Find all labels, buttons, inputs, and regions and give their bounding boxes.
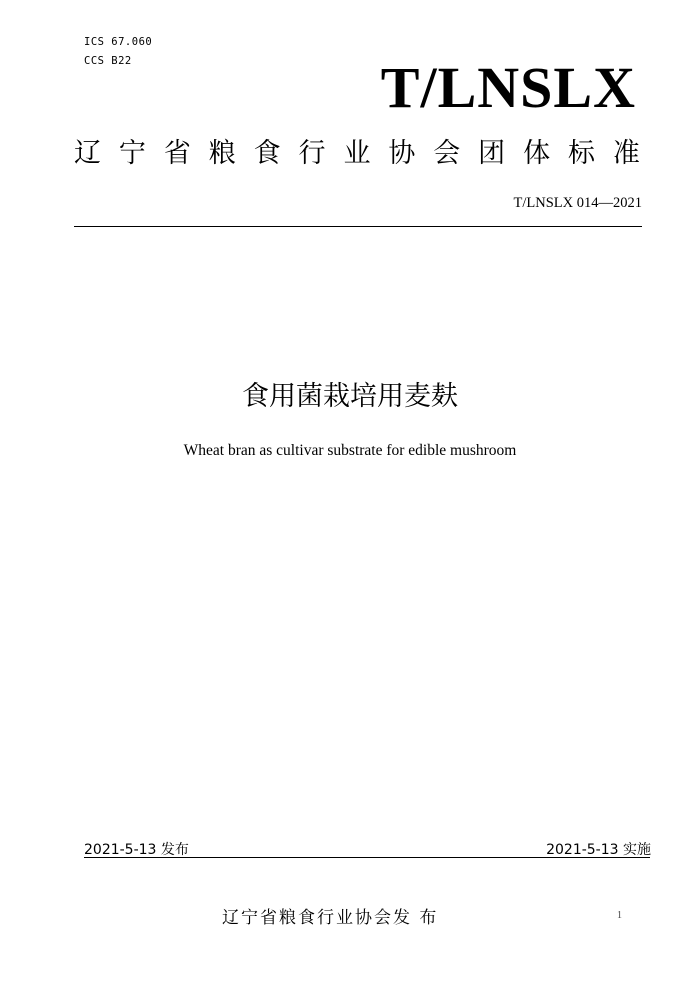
- header-divider: [74, 226, 642, 227]
- title-chinese: 食用菌栽培用麦麸: [242, 381, 458, 412]
- publisher: 辽宁省粮食行业协会发 布: [222, 908, 439, 928]
- org-char: 粮: [208, 138, 236, 169]
- org-char: 省: [163, 138, 191, 169]
- org-char: 宁: [118, 138, 146, 169]
- standard-number: T/LNSLX 014—2021: [513, 195, 642, 211]
- implementation-date: 2021-5-13 实施: [546, 842, 651, 858]
- ics-code: ICS 67.060: [84, 36, 153, 48]
- title-english: Wheat bran as cultivar substrate for edible mushroom: [183, 442, 517, 459]
- footer-divider: [84, 857, 650, 858]
- org-char: 协: [388, 138, 416, 169]
- brand-logo-text: T/LNSLX: [380, 55, 636, 120]
- org-char: 准: [612, 138, 640, 169]
- org-char: 食: [253, 138, 281, 169]
- org-char: 体: [523, 138, 551, 169]
- ccs-code: CCS B22: [84, 55, 132, 67]
- org-char: 会: [433, 138, 461, 169]
- org-char: 业: [343, 138, 371, 169]
- org-char: 团: [478, 138, 506, 169]
- org-char: 标: [567, 138, 595, 169]
- organization-standard-heading: [74, 134, 640, 174]
- org-char: 辽: [74, 138, 101, 169]
- page-number: 1: [617, 910, 622, 921]
- org-char: 行: [298, 138, 326, 169]
- issue-date: 2021-5-13 发布: [84, 842, 189, 858]
